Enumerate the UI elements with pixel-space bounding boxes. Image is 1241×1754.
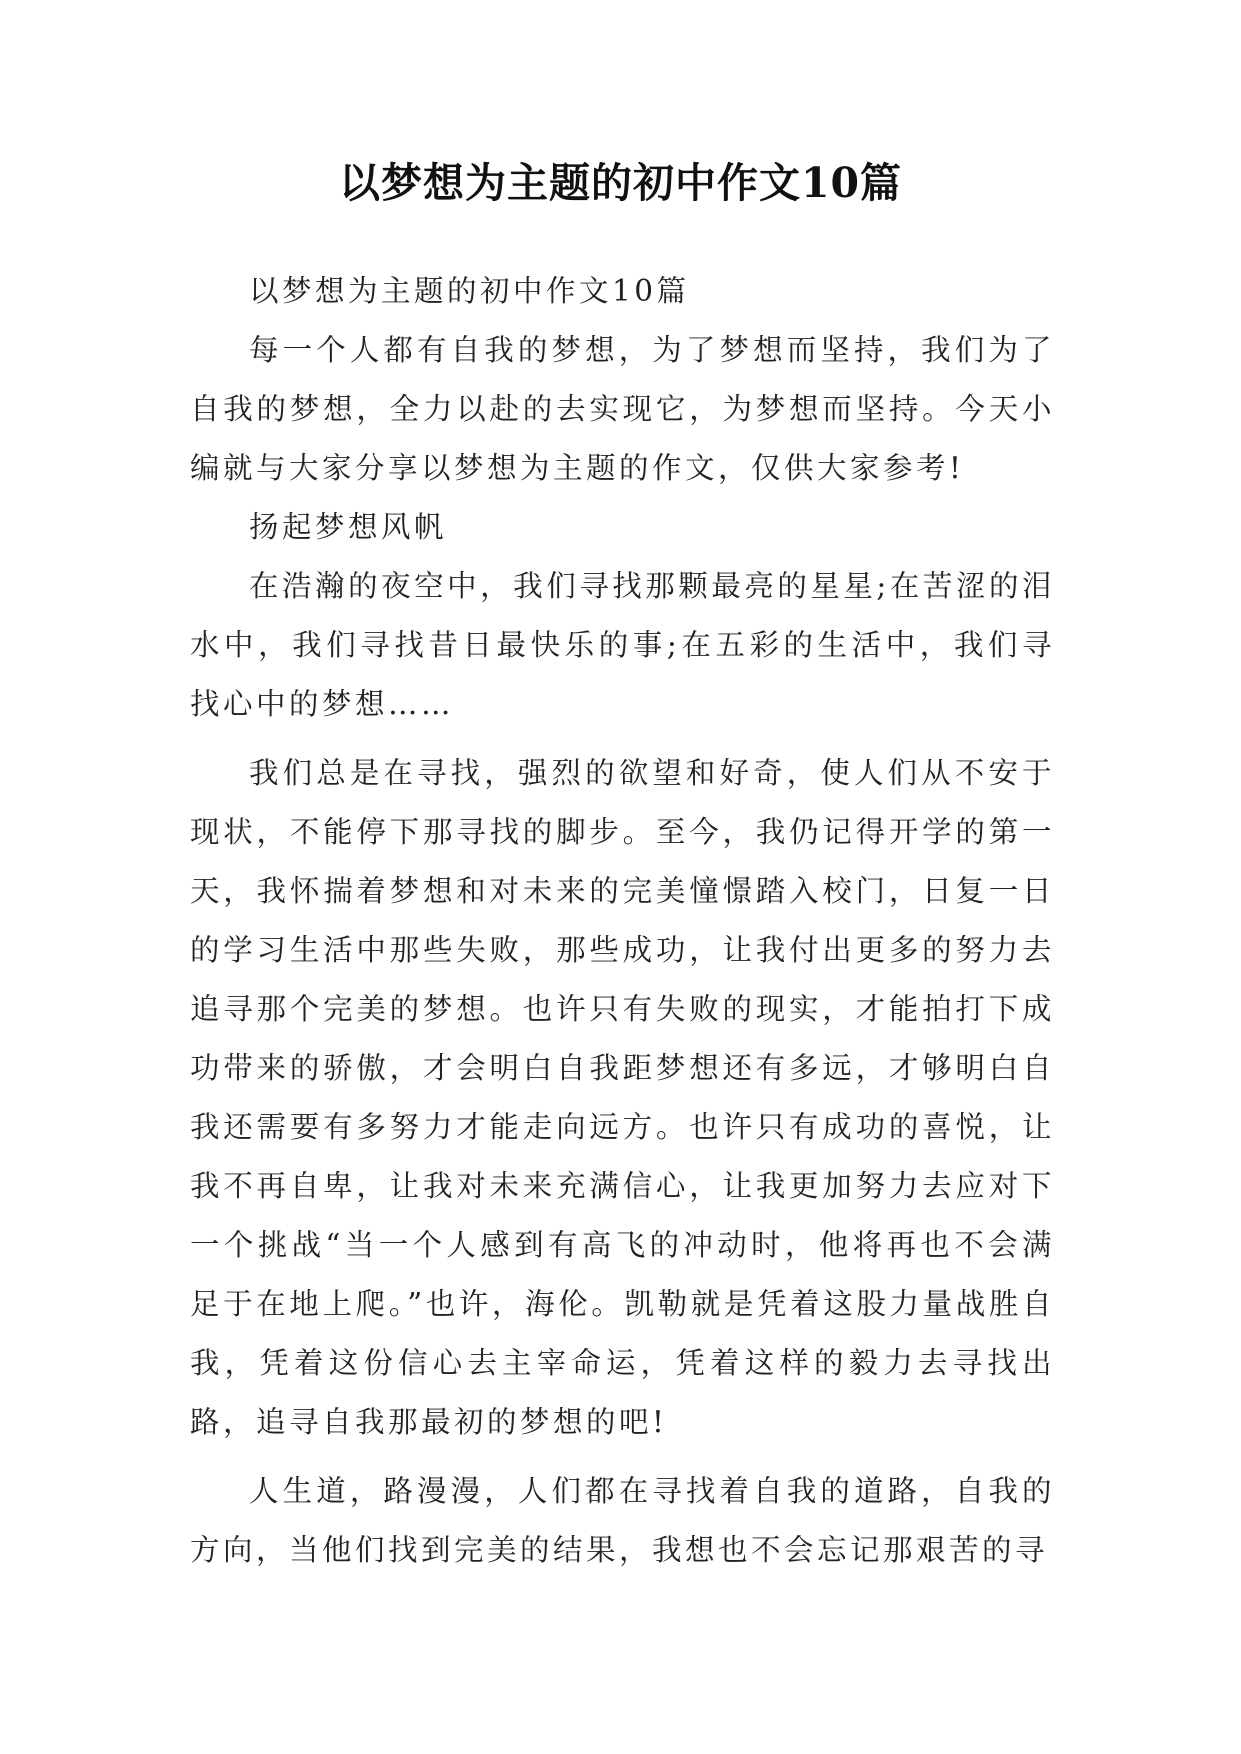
document-title: 以梦想为主题的初中作文10篇 — [338, 159, 903, 207]
body-paragraph-heading: 以梦想为主题的初中作文10篇 — [249, 274, 690, 308]
body-paragraph: 我们总是在寻找，强烈的欲望和好奇，使人们从不安于现状，不能停下那寻找的脚步。至今，我仍记得开学的第一天，我怀揣着梦想和对未来的完美憧憬踏入校门，日复一日的学习生活中那些失败，那些成功，让我付出更多的努力去追寻那个完美的梦想。也许只有失败的现实，才能拍打下成功带来的骄傲，才会明白自我距梦想还有多远，才够明白自我还需要有多努力才能走向远方。也许只有成功的喜悦，让我不再自卑，让我对未来充满信心，让我更加努力去应对下一个挑战“当一个人感到有高飞的冲动时，他将再也不会满足于在地上爬。”也许，海伦。凯勒就是凭着这股力量战胜自我，凭着这份信心去主宰命运，凭着这样的毅力去寻找出路，追寻自我那最初的梦想的吧! — [190, 756, 1055, 1439]
document-body — [190, 262, 1055, 1580]
essay-subtitle: 扬起梦想风帆 — [249, 510, 448, 544]
body-paragraph: 在浩瀚的夜空中，我们寻找那颗最亮的星星;在苦涩的泪水中，我们寻找昔日最快乐的事;在五彩的生活中，我们寻找心中的梦想…… — [190, 569, 1055, 721]
body-paragraph: 人生道，路漫漫，人们都在寻找着自我的道路，自我的方向，当他们找到完美的结果，我想也不会忘记那艰苦的寻 — [190, 1474, 1055, 1567]
body-paragraph-intro: 每一个人都有自我的梦想，为了梦想而坚持，我们为了自我的梦想，全力以赴的去实现它，为梦想而坚持。今天小编就与大家分享以梦想为主题的作文，仅供大家参考! — [190, 333, 1055, 485]
